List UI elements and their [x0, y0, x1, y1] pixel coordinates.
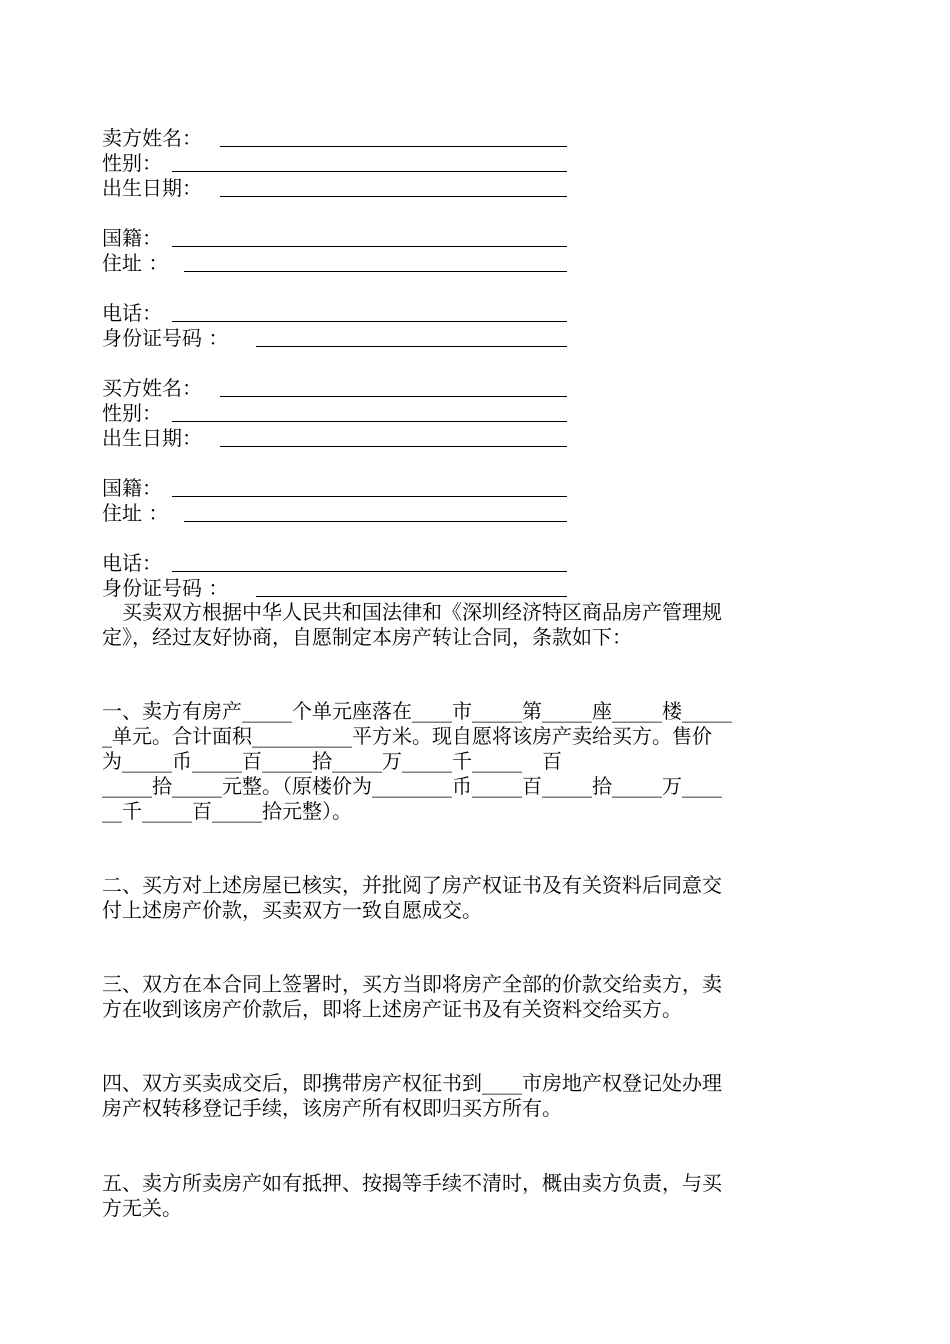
buyer-name-label: 买方姓名： [102, 376, 202, 400]
clause-line: _单元。合计面积__________平方米。现自愿将该房产卖给买方。售价 [102, 724, 712, 748]
seller-birth-label: 出生日期： [102, 176, 202, 200]
seller-address-label: 住址 ： [102, 251, 169, 275]
clause-line: 方在收到该房产价款后，即将上述房产证书及有关资料交给买方。 [102, 997, 682, 1021]
seller-name-label: 卖方姓名： [102, 126, 202, 150]
clause-1 [102, 699, 850, 824]
buyer-nationality-label: 国籍： [102, 476, 162, 500]
clause-line: 为_____币_____百_____拾_____万_____千_____ 百 [102, 749, 562, 773]
clause-3 [102, 972, 850, 1022]
buyer-gender-label: 性别： [102, 401, 162, 425]
seller-phone-label: 电话： [102, 301, 162, 325]
buyer-birth-blank [220, 446, 567, 447]
clause-line: 一、卖方有房产_____个单元座落在____市_____第_____座_____楼_____ [102, 699, 732, 723]
buyer-name-blank [220, 396, 567, 397]
clause-line: _____拾_____元整。（原楼价为________币_____百_____拾_____万____ [102, 774, 722, 798]
seller-id-label: 身份证号码 ： [102, 326, 229, 350]
seller-gender-blank [172, 171, 567, 172]
buyer-id-label: 身份证号码 ： [102, 576, 229, 600]
seller-name-blank [220, 146, 567, 147]
clause-2 [102, 873, 850, 923]
clause-line: 二、买方对上述房屋已核实，并批阅了房产权证书及有关资料后同意交 [102, 873, 722, 897]
clause-line: 三、双方在本合同上签署时，买方当即将房产全部的价款交给卖方，卖 [102, 972, 722, 996]
clause-line: 五、卖方所卖房产如有抵押、按揭等手续不清时，概由卖方负责，与买 [102, 1171, 722, 1195]
clause-line: 付上述房产价款，买卖双方一致自愿成交。 [102, 898, 482, 922]
buyer-id-blank [256, 596, 567, 597]
clause-line: 四、双方买卖成交后，即携带房产权征书到____市房地产权登记处办理 [102, 1071, 722, 1095]
seller-nationality-blank [172, 246, 567, 247]
buyer-address-blank [184, 521, 567, 522]
intro-line: 定》，经过友好协商，自愿制定本房产转让合同，条款如下： [102, 625, 632, 649]
seller-phone-blank [172, 321, 567, 322]
clause-line: 房产权转移登记手续，该房产所有权即归买方所有。 [102, 1096, 562, 1120]
intro-paragraph [102, 600, 850, 650]
seller-address-blank [184, 271, 567, 272]
clause-5 [102, 1171, 850, 1221]
seller-nationality-label: 国籍： [102, 226, 162, 250]
intro-line: 买卖双方根据中华人民共和国法律和《深圳经济特区商品房产管理规 [102, 600, 722, 624]
buyer-gender-blank [172, 421, 567, 422]
buyer-phone-blank [172, 571, 567, 572]
seller-id-blank [256, 346, 567, 347]
clause-line: 方无关。 [102, 1196, 182, 1220]
seller-birth-blank [220, 196, 567, 197]
buyer-phone-label: 电话： [102, 551, 162, 575]
buyer-address-label: 住址 ： [102, 501, 169, 525]
seller-gender-label: 性别： [102, 151, 162, 175]
clause-line: __千_____百_____拾元整）。 [102, 799, 352, 823]
clause-4 [102, 1071, 850, 1121]
buyer-birth-label: 出生日期： [102, 426, 202, 450]
buyer-nationality-blank [172, 496, 567, 497]
